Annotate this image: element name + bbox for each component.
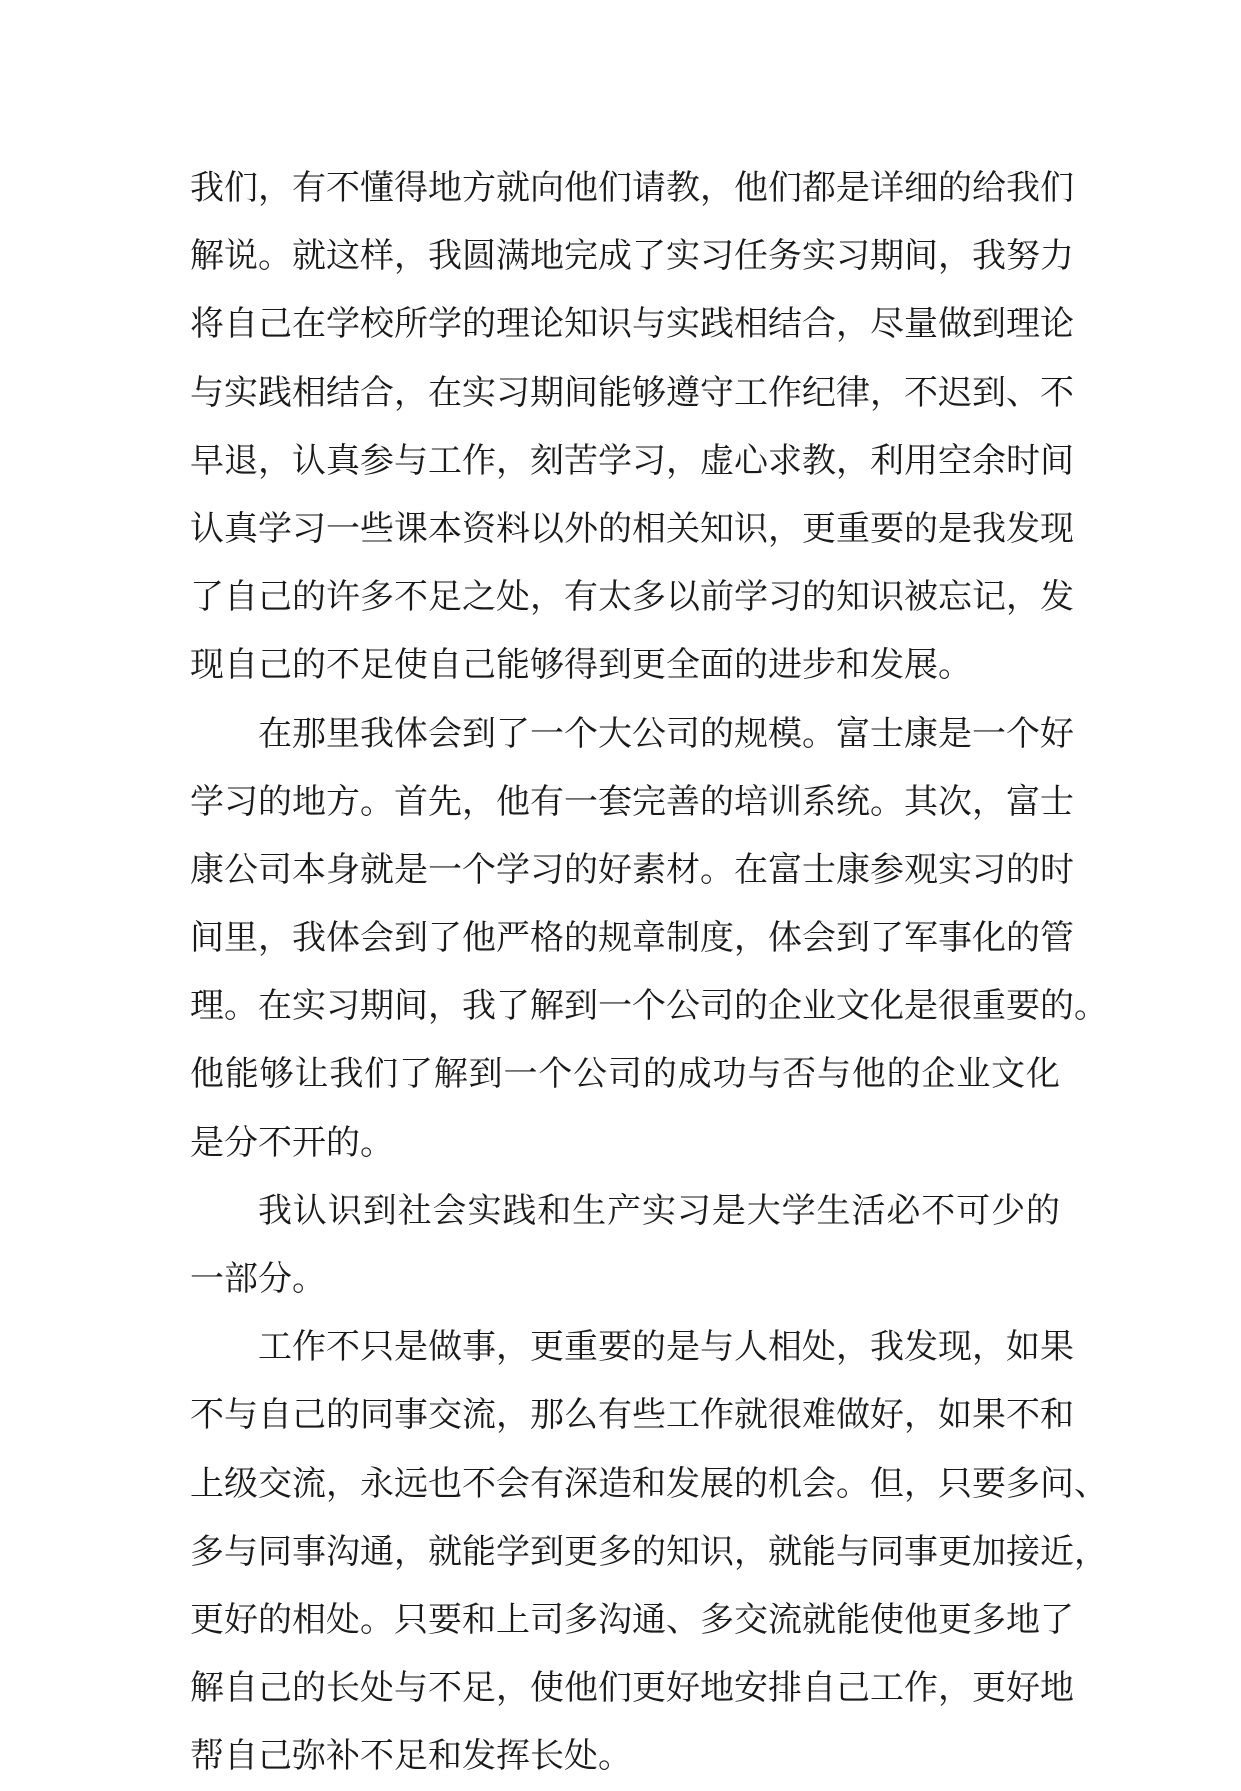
text-line: 了自己的许多不足之处，有太多以前学习的知识被忘记，发	[190, 577, 1074, 618]
text-line: 早退，认真参与工作，刻苦学习，虚心求教，利用空余时间	[190, 440, 1074, 481]
text-line: 康公司本身就是一个学习的好素材。在富士康参观实习的时	[190, 849, 1074, 890]
text-line: 理。在实习期间，我了解到一个公司的企业文化是很重要的。	[190, 986, 1108, 1027]
paragraph-2	[190, 700, 1108, 1177]
document-body	[190, 154, 1108, 1791]
text-line: 不与自己的同事交流，那么有些工作就很难做好，如果不和	[190, 1395, 1074, 1436]
text-line: 上级交流，永远也不会有深造和发展的机会。但，只要多问、	[190, 1463, 1108, 1504]
text-line: 在那里我体会到了一个大公司的规模。富士康是一个好	[258, 713, 1074, 754]
text-line: 多与同事沟通，就能学到更多的知识，就能与同事更加接近，	[190, 1531, 1108, 1572]
text-line: 我认识到社会实践和生产实习是大学生活必不可少的	[258, 1190, 1060, 1231]
text-line: 间里，我体会到了他严格的规章制度，体会到了军事化的管	[190, 918, 1074, 959]
text-line: 将自己在学校所学的理论知识与实践相结合，尽量做到理论	[190, 304, 1074, 345]
paragraph-1	[190, 154, 1074, 700]
text-line: 帮自己弥补不足和发挥长处。	[190, 1736, 632, 1777]
text-line: 我们，有不懂得地方就向他们请教，他们都是详细的给我们	[190, 168, 1074, 208]
text-line: 工作不只是做事，更重要的是与人相处，我发现，如果	[258, 1327, 1074, 1368]
text-line: 是分不开的。	[190, 1122, 394, 1163]
text-line: 与实践相结合，在实习期间能够遵守工作纪律，不迟到、不	[190, 372, 1074, 413]
text-line: 更好的相处。只要和上司多沟通、多交流就能使他更多地了	[190, 1599, 1074, 1640]
text-line: 学习的地方。首先，他有一套完善的培训系统。其次，富士	[190, 781, 1074, 822]
text-line: 他能够让我们了解到一个公司的成功与否与他的企业文化	[190, 1054, 1060, 1095]
text-line: 解说。就这样，我圆满地完成了实习任务实习期间，我努力	[190, 236, 1074, 277]
text-line: 现自己的不足使自己能够得到更全面的进步和发展。	[190, 645, 972, 686]
text-line: 一部分。	[190, 1259, 326, 1299]
paragraph-3	[190, 1177, 1060, 1313]
text-line: 解自己的长处与不足，使他们更好地安排自己工作，更好地	[190, 1668, 1074, 1709]
paragraph-4	[190, 1313, 1108, 1790]
text-line: 认真学习一些课本资料以外的相关知识，更重要的是我发现	[190, 508, 1074, 549]
